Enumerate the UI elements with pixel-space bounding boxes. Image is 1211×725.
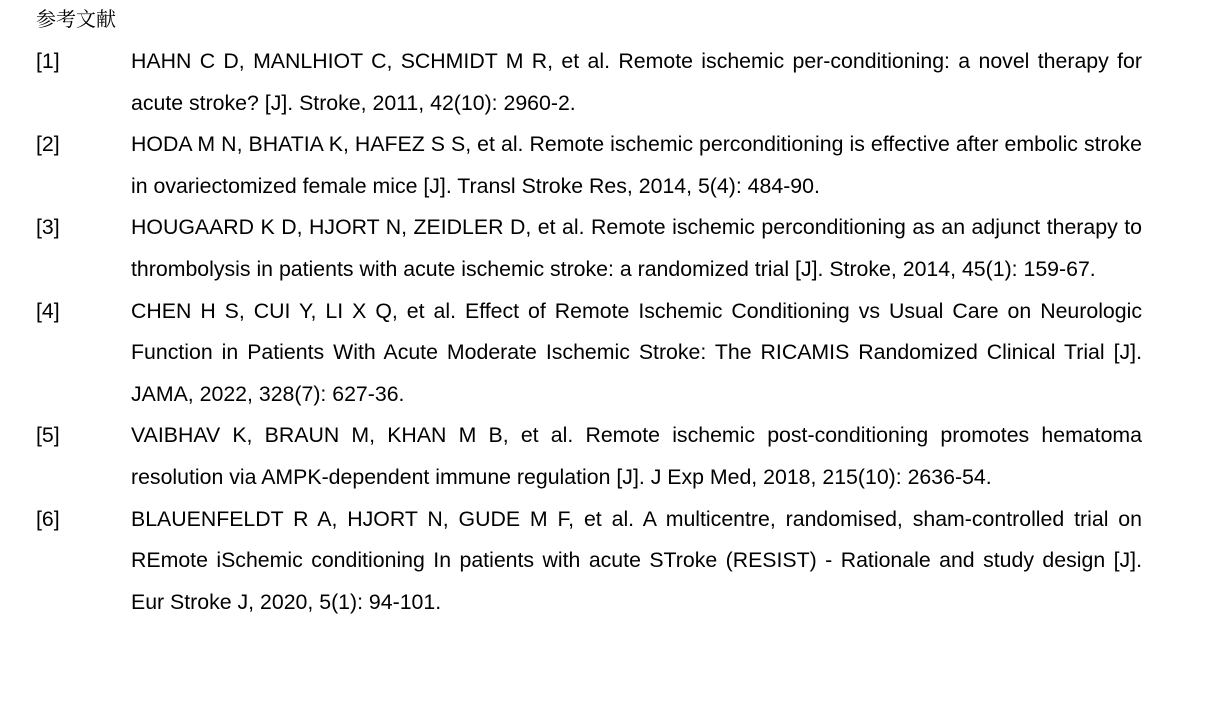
reference-text: HAHN C D, MANLHIOT C, SCHMIDT M R, et al. Remote ischemic per-conditioning: a novel therapy for acute stroke? [J]. Stroke, 2011, 42(10): 2960-2. <box>131 49 1142 115</box>
reference-item-5 <box>0 415 1211 498</box>
reference-text: HOUGAARD K D, HJORT N, ZEIDLER D, et al. Remote ischemic perconditioning as an adjunct therapy to thrombolysis in patients with acute ischemic stroke: a randomized trial [J]. Stroke, 2014, 45(1): 159-67. <box>131 215 1142 281</box>
reference-list <box>0 41 1211 623</box>
reference-text: BLAUENFELDT R A, HJORT N, GUDE M F, et al. A multicentre, randomised, sham-controlled trial on REmote iSchemic conditioning In patients with acute STroke (RESIST) - Rationale and study design [J]. Eur Stroke J, 2020, 5(1): 94-101. <box>131 506 1142 614</box>
reference-number: [6] <box>36 506 60 531</box>
reference-number: [3] <box>36 215 60 240</box>
reference-text: VAIBHAV K, BRAUN M, KHAN M B, et al. Remote ischemic post-conditioning promotes hematoma resolution via AMPK-dependent immune regulation [J]. J Exp Med, 2018, 215(10): 2636-54. <box>131 423 1142 489</box>
reference-text: HODA M N, BHATIA K, HAFEZ S S, et al. Remote ischemic perconditioning is effective after embolic stroke in ovariectomized female mice [J]. Transl Stroke Res, 2014, 5(4): 484-90. <box>131 132 1142 198</box>
reference-item-4 <box>0 291 1211 416</box>
reference-number: [4] <box>36 298 60 323</box>
reference-item-2 <box>0 124 1211 207</box>
reference-item-6 <box>0 499 1211 624</box>
reference-text: CHEN H S, CUI Y, LI X Q, et al. Effect of Remote Ischemic Conditioning vs Usual Care on Neurologic Function in Patients With Acute Moderate Ischemic Stroke: The RICAMIS Randomized Clinical Trial [J]. JAMA, 2022, 328(7): 627-36. <box>131 298 1142 406</box>
reference-item-1 <box>0 41 1211 124</box>
references-heading: 参考文献 <box>36 7 116 31</box>
reference-number: [2] <box>36 132 60 157</box>
reference-number: [1] <box>36 49 60 73</box>
reference-number: [5] <box>36 423 60 448</box>
reference-item-3 <box>0 207 1211 290</box>
